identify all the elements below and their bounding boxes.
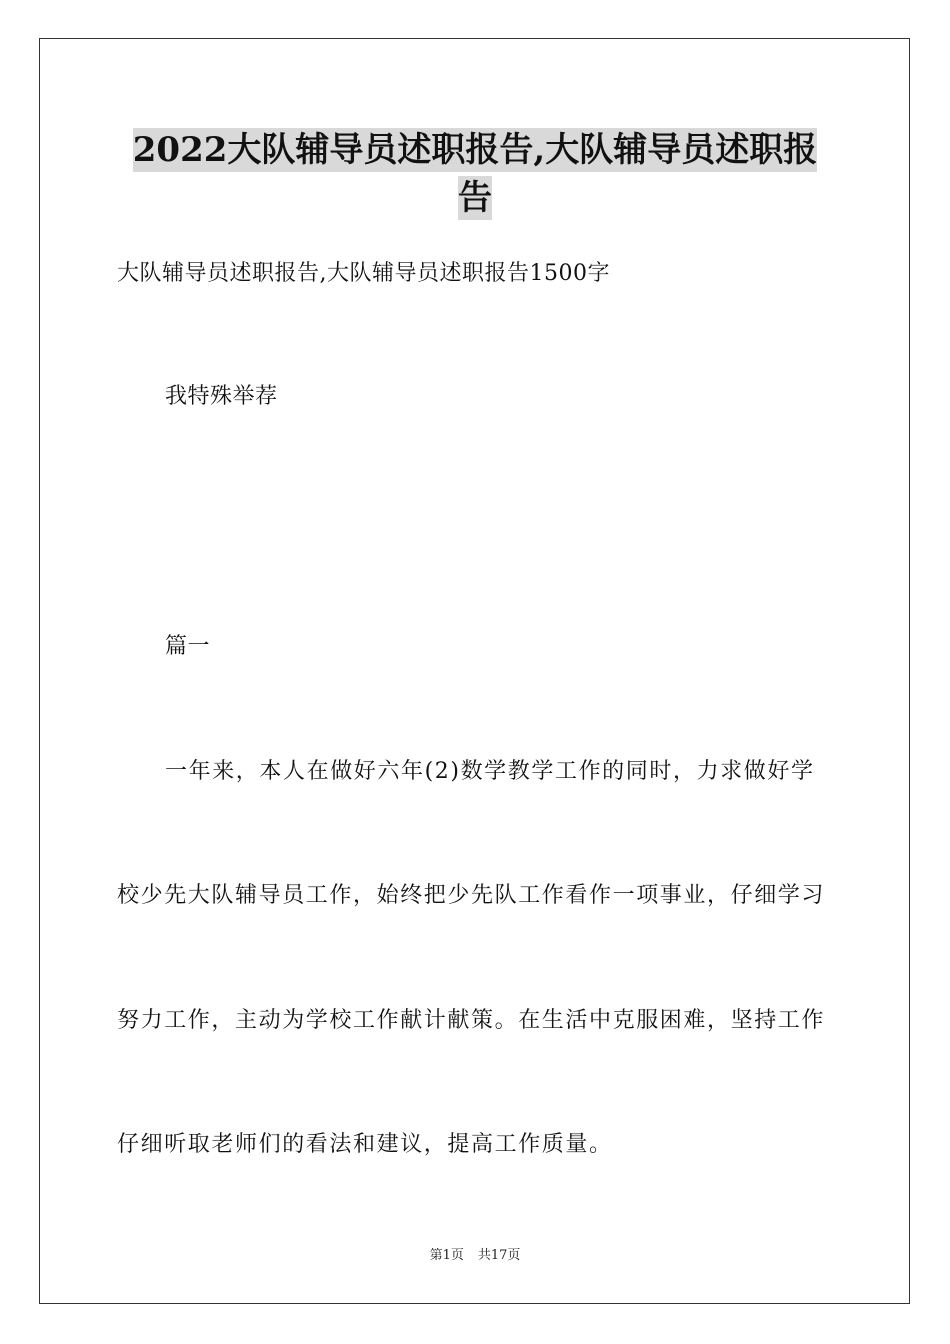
document-title-line-2: 告 bbox=[458, 178, 492, 218]
recommend-text: 我特殊举荐 bbox=[165, 384, 278, 409]
document-title-line-1: 2022大队辅导员述职报告,大队辅导员述职报 bbox=[132, 130, 818, 170]
paragraph-line: 一年来，本人在做好六年(2)数学教学工作的同时，力求做好学 bbox=[165, 759, 815, 784]
page-number: 第1页 bbox=[429, 1248, 464, 1263]
page-footer bbox=[0, 1249, 950, 1262]
document-subtitle: 大队辅导员述职报告,大队辅导员述职报告1500字 bbox=[117, 261, 610, 286]
page-total: 共17页 bbox=[477, 1248, 521, 1263]
part-label: 篇一 bbox=[165, 634, 211, 659]
paragraph-line: 努力工作，主动为学校工作献计献策。在生活中克服困难，坚持工作 bbox=[117, 1008, 826, 1033]
page-border bbox=[39, 38, 910, 1304]
paragraph-line: 校少先大队辅导员工作，始终把少先队工作看作一项事业，仔细学习 bbox=[117, 883, 826, 908]
paragraph-line: 仔细听取老师们的看法和建议，提高工作质量。 bbox=[117, 1132, 613, 1157]
